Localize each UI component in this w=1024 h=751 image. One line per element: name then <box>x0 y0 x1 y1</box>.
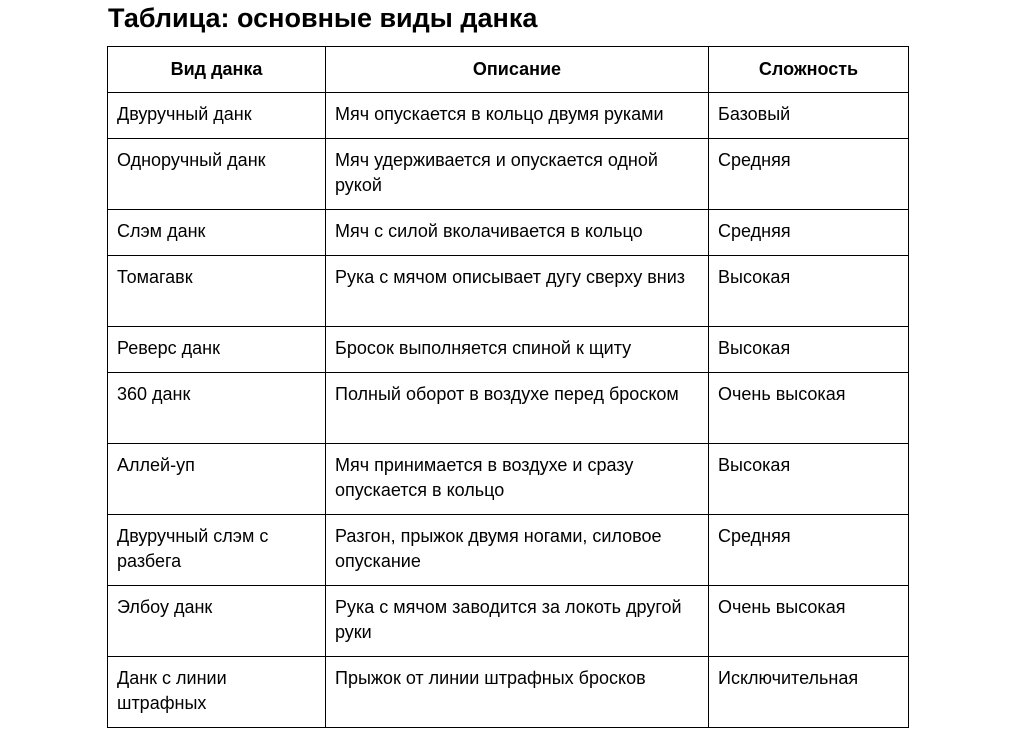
table-row <box>108 210 909 256</box>
table-row <box>108 586 909 657</box>
column-header-description: Описание <box>326 47 709 93</box>
cell-difficulty: Средняя <box>709 139 909 210</box>
cell-difficulty: Очень высокая <box>709 373 909 444</box>
column-header-difficulty: Сложность <box>709 47 909 93</box>
cell-type: Томагавк <box>108 256 326 327</box>
cell-description: Рука с мячом заводится за локоть другой руки <box>326 586 709 657</box>
table-row <box>108 444 909 515</box>
table-row <box>108 657 909 728</box>
cell-type: Двуручный слэм с разбега <box>108 515 326 586</box>
cell-type: Аллей-уп <box>108 444 326 515</box>
cell-description: Мяч с силой вколачивается в кольцо <box>326 210 709 256</box>
page-title: Таблица: основные виды данка <box>108 3 538 33</box>
cell-type: Двуручный данк <box>108 93 326 139</box>
column-header-type: Вид данка <box>108 47 326 93</box>
cell-difficulty: Средняя <box>709 515 909 586</box>
cell-description: Полный оборот в воздухе перед броском <box>326 373 709 444</box>
table-row <box>108 93 909 139</box>
cell-type: Слэм данк <box>108 210 326 256</box>
table-row <box>108 373 909 444</box>
cell-type: Данк с линии штрафных <box>108 657 326 728</box>
cell-difficulty: Базовый <box>709 93 909 139</box>
table-header-row <box>108 47 909 93</box>
cell-difficulty: Высокая <box>709 327 909 373</box>
cell-description: Прыжок от линии штрафных бросков <box>326 657 709 728</box>
table-row <box>108 256 909 327</box>
cell-type: Одноручный данк <box>108 139 326 210</box>
table-row <box>108 515 909 586</box>
cell-difficulty: Средняя <box>709 210 909 256</box>
cell-difficulty: Исключительная <box>709 657 909 728</box>
cell-type: 360 данк <box>108 373 326 444</box>
table-row <box>108 139 909 210</box>
cell-type: Реверс данк <box>108 327 326 373</box>
cell-description: Мяч удерживается и опускается одной рукой <box>326 139 709 210</box>
cell-difficulty: Высокая <box>709 444 909 515</box>
cell-difficulty: Высокая <box>709 256 909 327</box>
dunk-types-table <box>107 46 909 728</box>
cell-description: Мяч опускается в кольцо двумя руками <box>326 93 709 139</box>
table-row <box>108 327 909 373</box>
cell-description: Рука с мячом описывает дугу сверху вниз <box>326 256 709 327</box>
cell-type: Элбоу данк <box>108 586 326 657</box>
cell-description: Бросок выполняется спиной к щиту <box>326 327 709 373</box>
cell-difficulty: Очень высокая <box>709 586 909 657</box>
cell-description: Разгон, прыжок двумя ногами, силовое опускание <box>326 515 709 586</box>
cell-description: Мяч принимается в воздухе и сразу опускается в кольцо <box>326 444 709 515</box>
